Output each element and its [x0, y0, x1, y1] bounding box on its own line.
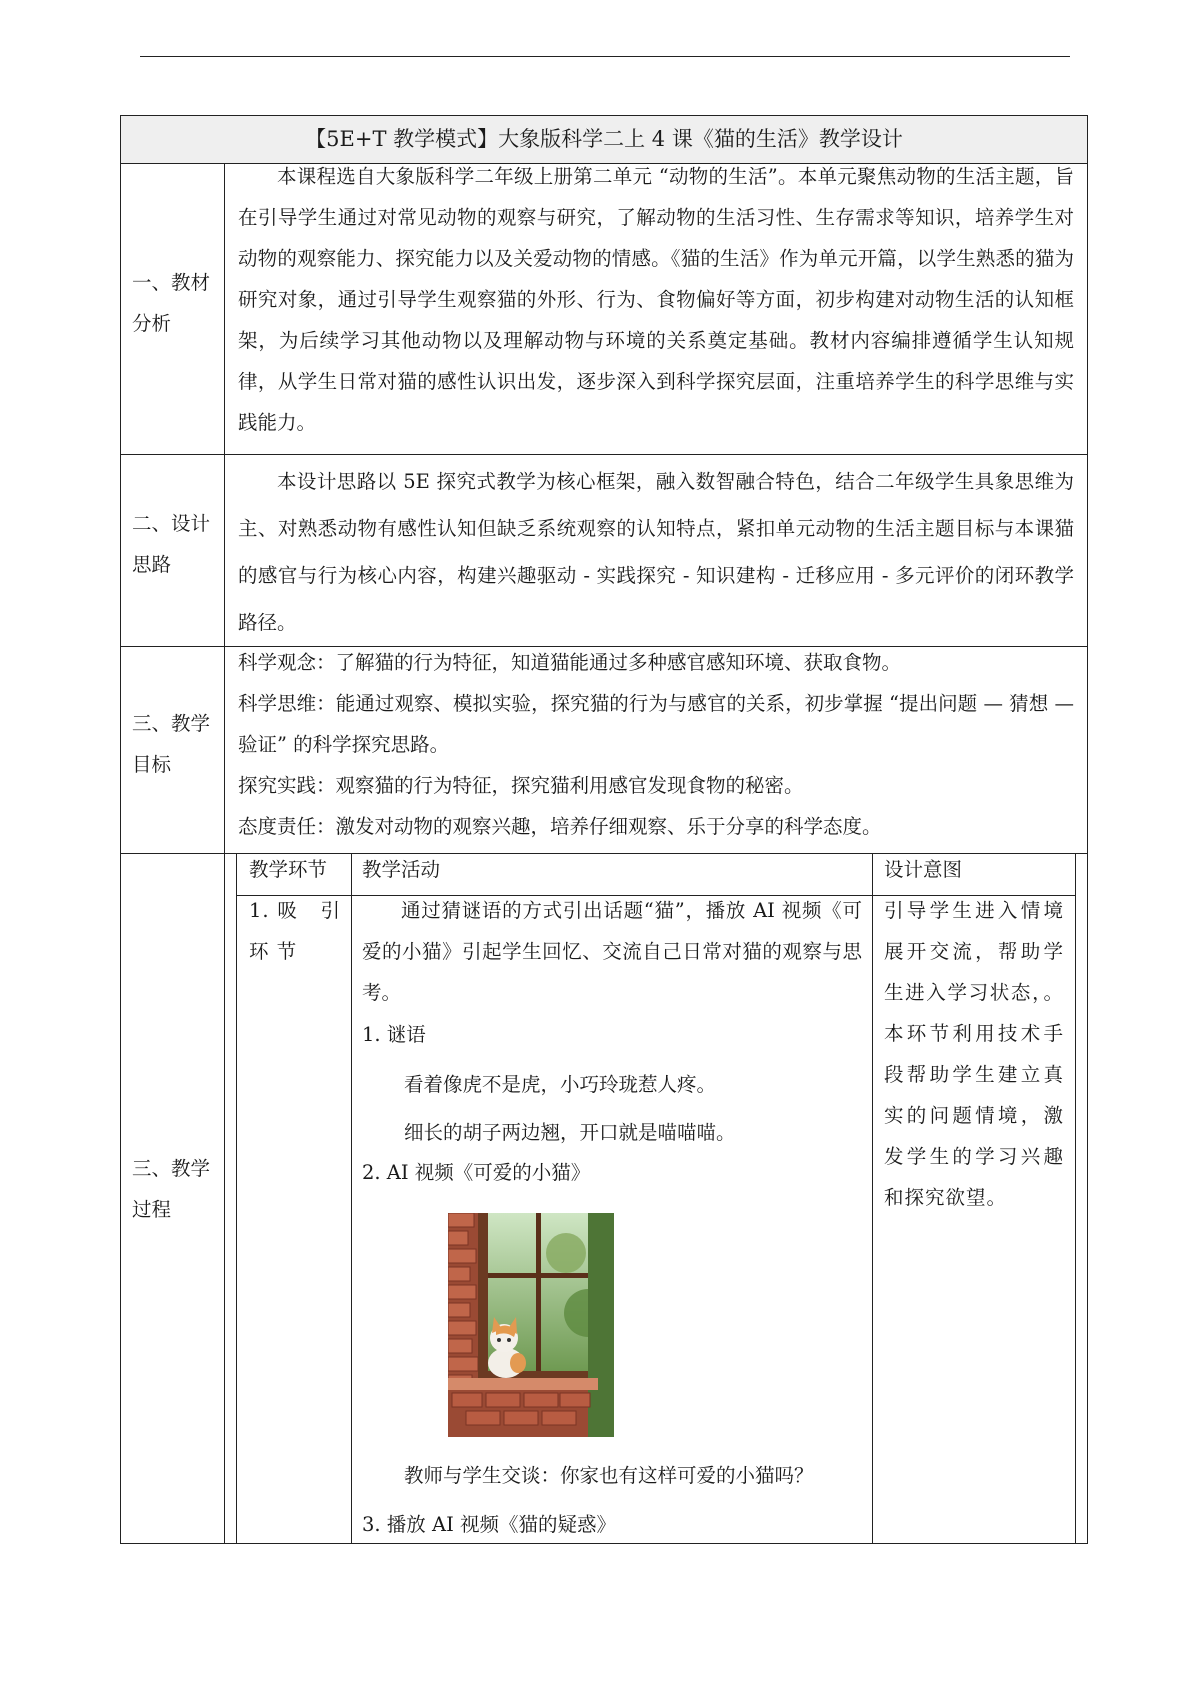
- header-stage: 教学环节: [249, 858, 328, 881]
- intent-cell: 引导学生进入情境展开交流，帮助学生进入学习状态，。本环节利用技术手段帮助学生建立真实的问题情境，激发学生的学习兴趣和探究欲望。: [884, 899, 1064, 1209]
- design-text: 本设计思路以 5E 探究式教学为核心框架，融入数智融合特色，结合二年级学生具象思维为主、对熟悉动物有感性认知但缺乏系统观察的认知特点，紧扣单元动物的生活主题目标与本课猫的感官与行为核心内容，构建兴趣驱动 - 实践探究 - 知识建构 - 迁移应用 - 多元评价的闭环教学路径。: [238, 470, 1074, 634]
- section-label-process: [132, 1148, 220, 1230]
- doc-title: 【5E+T 教学模式】大象版科学二上 4 课《猫的生活》教学设计: [305, 127, 903, 151]
- step2-title: 2. AI 视频《可爱的小猫》: [362, 1161, 591, 1184]
- goal-item: 探究实践：观察猫的行为特征，探究猫利用感官发现食物的秘密。: [238, 774, 804, 797]
- stage-cell: 1.吸 引 环 节: [249, 899, 341, 963]
- teacher-dialog: 教师与学生交谈：你家也有这样可爱的小猫吗？: [404, 1464, 814, 1487]
- goal-item: 科学思维：能通过观察、模拟实验，探究猫的行为与感官的关系，初步掌握 “提出问题 — 猜想 — 验证” 的科学探究思路。: [238, 692, 1074, 756]
- section-label-analysis: [132, 262, 220, 344]
- riddle-line: 看着像虎不是虎，小巧玲珑惹人疼。: [404, 1073, 717, 1096]
- step3-title: 3. 播放 AI 视频《猫的疑惑》: [362, 1513, 616, 1536]
- riddle-line: 细长的胡子两边翘，开口就是喵喵喵。: [404, 1121, 736, 1144]
- analysis-text: 本课程选自大象版科学二年级上册第二单元 “动物的生活”。本单元聚焦动物的生活主题，旨在引导学生通过对常见动物的观察与研究，了解动物的生活习性、生存需求等知识，培养学生对动物的观察能力、探究能力以及关爱动物的情感。《猫的生活》作为单元开篇，以学生熟悉的猫为研究对象，通过引导学生观察猫的外形、行为、食物偏好等方面，初步构建对动物生活的认知框架，为后续学习其他动物以及理解动物与环境的关系奠定基础。教材内容编排遵循学生认知规律，从学生日常对猫的感性认识出发，逐步深入到科学探究层面，注重培养学生的科学思维与实践能力。: [238, 165, 1074, 434]
- section-label-design: [132, 503, 220, 585]
- inner-table-left: [236, 853, 237, 1544]
- inner-table-right: [1075, 853, 1076, 1544]
- label-column-divider: [224, 163, 225, 853]
- section-label-text: 二、设计思路: [132, 512, 211, 576]
- inner-table-col-divider: [872, 853, 873, 1544]
- header-activity: 教学活动: [362, 858, 441, 881]
- goals-list: [238, 642, 1074, 847]
- goal-item: 态度责任：激发对动物的观察兴趣，培养仔细观察、乐于分享的科学态度。: [238, 815, 882, 838]
- section-label-text: 一、教材分析: [132, 271, 211, 335]
- section-label-goals: [132, 703, 220, 785]
- header-intent: 设计意图: [884, 858, 963, 881]
- activity-intro: 通过猜谜语的方式引出话题“猫”，播放 AI 视频《可爱的小猫》引起学生回忆、交流自己日常对猫的观察与思考。: [362, 899, 862, 1004]
- header-rule: [140, 56, 1070, 57]
- cat-video-thumbnail: [448, 1213, 614, 1437]
- step1-title: 1. 谜语: [362, 1023, 426, 1046]
- label-column-divider: [224, 853, 225, 1544]
- section-label-text: 三、教学目标: [132, 712, 211, 776]
- row-divider: [120, 454, 1088, 455]
- section-label-text: 三、教学过程: [132, 1157, 211, 1221]
- inner-table-col-divider: [351, 853, 352, 1544]
- goal-item: 科学观念：了解猫的行为特征，知道猫能通过多种感官感知环境、获取食物。: [238, 651, 902, 674]
